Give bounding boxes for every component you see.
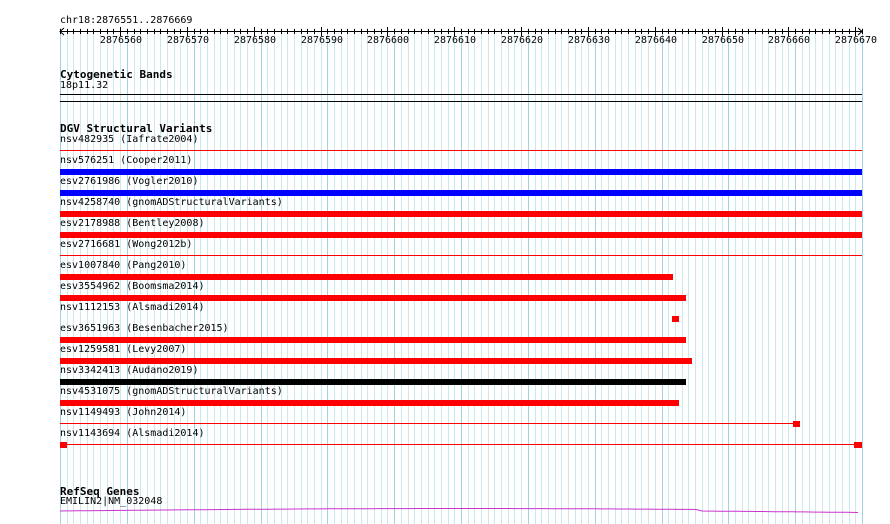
ruler-tick-label: 2876660 [767, 35, 811, 46]
refseq-gene-line [60, 509, 858, 513]
dgv-variant-bar[interactable] [60, 232, 862, 238]
ruler-tick-label: 2876630 [567, 35, 611, 46]
dgv-variant-label[interactable]: nsv1112153 (Alsmadi2014) [60, 302, 205, 313]
dgv-variant-bar[interactable] [60, 337, 686, 343]
ruler-tick-label: 2876560 [99, 35, 143, 46]
dgv-variant-bar[interactable] [60, 190, 862, 196]
dgv-variant-label[interactable]: nsv1143694 (Alsmadi2014) [60, 428, 205, 439]
dgv-track-title: DGV Structural Variants [60, 122, 213, 135]
dgv-variant-label[interactable]: nsv4531075 (gnomADStructuralVariants) [60, 386, 283, 397]
ruler-tick-label: 2876640 [634, 35, 678, 46]
dgv-variant-line[interactable] [60, 423, 800, 424]
dgv-variant-label[interactable]: esv2761986 (Vogler2010) [60, 176, 199, 187]
ruler-tick-label: 2876610 [433, 35, 477, 46]
ruler-location: chr18:2876551..2876669 [60, 15, 193, 26]
dgv-variant-bar[interactable] [60, 400, 679, 406]
cytoband-track-title: Cytogenetic Bands [60, 68, 173, 81]
ruler-tick-label: 2876580 [233, 35, 277, 46]
dgv-variant-label[interactable]: nsv482935 (Iafrate2004) [60, 134, 199, 145]
dgv-variant-label[interactable]: esv2716681 (Wong2012b) [60, 239, 193, 250]
ruler-tick-label: 2876620 [500, 35, 544, 46]
dgv-variant-bar[interactable] [60, 379, 686, 385]
dgv-variant-line[interactable] [60, 150, 862, 151]
dgv-variant-label[interactable]: nsv576251 (Cooper2011) [60, 155, 193, 166]
dgv-variant-label[interactable]: nsv3342413 (Audano2019) [60, 365, 199, 376]
dgv-variant-bar[interactable] [60, 211, 862, 217]
dgv-variant-bar[interactable] [60, 358, 692, 364]
dgv-variant-bar[interactable] [60, 169, 862, 175]
dgv-variant-label[interactable]: esv1007840 (Pang2010) [60, 260, 187, 271]
dgv-variant-bar[interactable] [60, 295, 686, 301]
track-divider [60, 101, 862, 102]
dgv-variant-label[interactable]: esv2178988 (Bentley2008) [60, 218, 205, 229]
dgv-variant-label[interactable]: esv1259581 (Levy2007) [60, 344, 187, 355]
dgv-variant-block[interactable] [793, 421, 800, 427]
dgv-variant-label[interactable]: esv3651963 (Besenbacher2015) [60, 323, 229, 334]
dgv-variant-block[interactable] [672, 316, 679, 322]
refseq-gene-feature[interactable] [0, 506, 890, 516]
dgv-variant-label[interactable]: nsv1149493 (John2014) [60, 407, 187, 418]
dgv-variant-label[interactable]: esv3554962 (Boomsma2014) [60, 281, 205, 292]
refseq-track-title: RefSeq Genes [60, 485, 140, 498]
ruler-tick-label: 2876570 [166, 35, 210, 46]
ruler-tick-label: 2876600 [366, 35, 410, 46]
dgv-variant-line[interactable] [60, 444, 862, 445]
dgv-variant-line[interactable] [60, 255, 862, 256]
cytoband-bar [60, 94, 862, 95]
cytoband-label[interactable]: 18p11.32 [60, 80, 109, 91]
dgv-variant-label[interactable]: nsv4258740 (gnomADStructuralVariants) [60, 197, 283, 208]
ruler-tick-label: 2876590 [300, 35, 344, 46]
ruler-tick-label: 2876670 [834, 35, 878, 46]
dgv-variant-bar[interactable] [60, 274, 673, 280]
dgv-variant-block[interactable] [60, 442, 67, 448]
refseq-gene-label[interactable]: EMILIN2|NM_032048 [60, 496, 163, 507]
dgv-variant-block[interactable] [854, 442, 862, 448]
ruler-tick-label: 2876650 [701, 35, 745, 46]
